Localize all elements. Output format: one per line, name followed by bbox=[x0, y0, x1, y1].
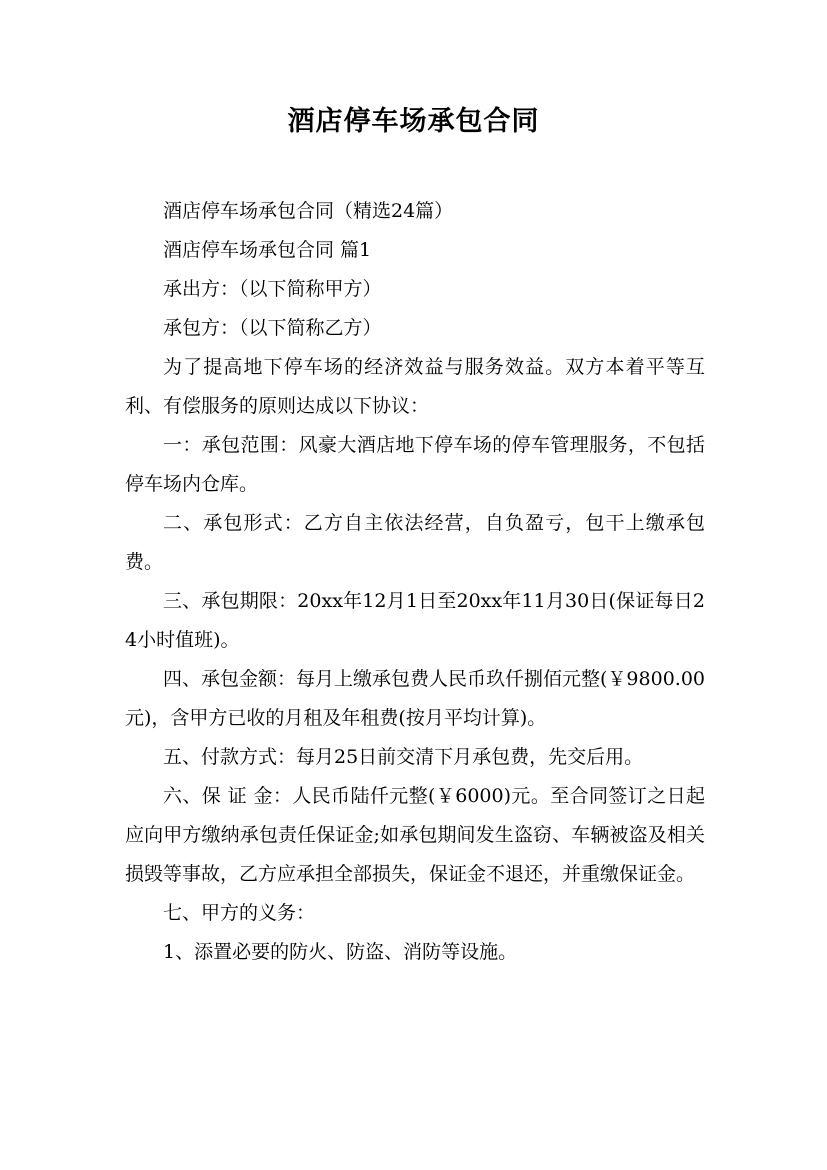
document-title: 酒店停车场承包合同 bbox=[287, 106, 540, 137]
paragraph-scope: 一：承包范围：风豪大酒店地下停车场的停车管理服务，不包括停车场内仓库。 bbox=[125, 434, 705, 495]
paragraph-amount: 四、承包金额：每月上缴承包费人民币玖仟捌佰元整(￥9800.00元)，含甲方已收的月租及年租费(按月平均计算)。 bbox=[125, 668, 705, 729]
paragraph-party-a: 承出方：（以下简称甲方） bbox=[163, 278, 382, 300]
paragraph-duty-1: 1、添置必要的防火、防盗、消防等设施。 bbox=[163, 941, 518, 963]
document-body bbox=[125, 192, 705, 972]
paragraph-payment: 五、付款方式：每月25日前交清下月承包费，先交后用。 bbox=[163, 746, 644, 768]
paragraph-subtitle: 酒店停车场承包合同（精选24篇） bbox=[163, 200, 454, 222]
paragraph-preamble: 为了提高地下停车场的经济效益与服务效益。双方本着平等互利、有偿服务的原则达成以下协议： bbox=[125, 356, 705, 417]
paragraph-party-b: 承包方：（以下简称乙方） bbox=[163, 317, 382, 339]
paragraph-form: 二、承包形式：乙方自主依法经营，自负盈亏，包干上缴承包费。 bbox=[125, 512, 705, 573]
paragraph-term: 三、承包期限：20xx年12月1日至20xx年11月30日(保证每日24小时值班)。 bbox=[125, 590, 705, 651]
paragraph-section-heading: 酒店停车场承包合同 篇1 bbox=[163, 239, 372, 261]
paragraph-party-a-duties: 七、甲方的义务： bbox=[163, 902, 316, 924]
paragraph-deposit: 六、保 证 金：人民币陆仟元整(￥6000)元。至合同签订之日起应向甲方缴纳承包责任保证金;如承包期间发生盗窃、车辆被盗及相关损毁等事故，乙方应承担全部损失，保证金不退还，并重缴保证金。 bbox=[125, 785, 705, 885]
